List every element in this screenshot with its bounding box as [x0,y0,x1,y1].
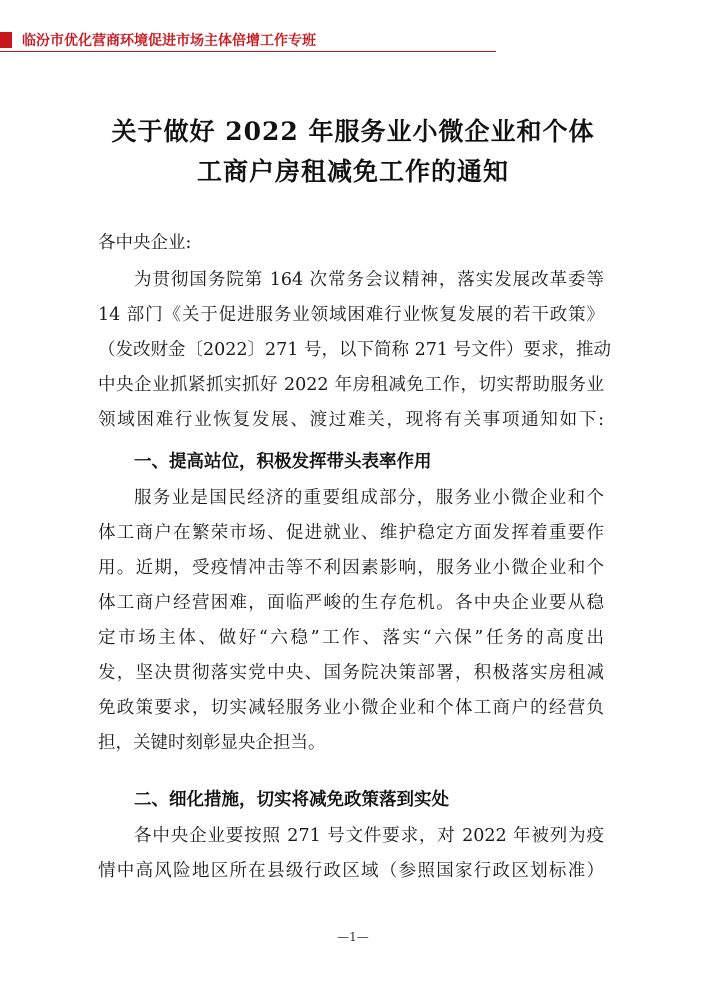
section-2-line: 情中高风险地区所在县级行政区域（参照国家行政区划标准） [98,861,604,881]
header-divider [0,51,496,52]
section-2-heading: 二、细化措施，切实将减免政策落到实处 [134,790,449,810]
section-1-line: 发，坚决贯彻落实党中央、国务院决策部署，积极落实房租减 [98,663,604,683]
document-title-line-1: 关于做好 2022 年服务业小微企业和个体 [111,117,595,146]
intro-line: 中央企业抓紧抓实抓好 2022 年房租减免工作，切实帮助服务业 [98,375,604,395]
section-2-line: 各中央企业要按照 271 号文件要求，对 2022 年被列为疫 [134,826,604,846]
intro-line: 为贯彻国务院第 164 次常务会议精神，落实发展改革委等 [134,270,604,290]
intro-line: 领域困难行业恢复发展、渡过难关，现将有关事项通知如下: [98,410,604,430]
section-1-heading: 一、提高站位，积极发挥带头表率作用 [134,452,432,472]
salutation: 各中央企业: [98,233,192,253]
intro-line: （发改财金〔2022〕271 号，以下简称 271 号文件）要求，推动 [98,340,612,360]
section-1-line: 免政策要求，切实减轻服务业小微企业和个体工商户的经营负 [98,698,604,718]
header-organization: 临汾市优化营商环境促进市场主体倍增工作专班 [22,33,316,49]
section-1-line: 体工商户经营困难，面临严峻的生存危机。各中央企业要从稳 [98,593,604,613]
page-number: —1— [337,930,369,944]
section-1-line: 定市场主体、做好“六稳”工作、落实“六保”任务的高度出 [98,628,604,648]
section-1-line: 服务业是国民经济的重要组成部分，服务业小微企业和个 [134,488,604,508]
section-1-line: 体工商户在繁荣市场、促进就业、维护稳定方面发挥着重要作 [98,523,604,543]
intro-line: 14 部门《关于促进服务业领域困难行业恢复发展的若干政策》 [98,305,604,325]
document-title-line-2: 工商户房租减免工作的通知 [196,157,509,186]
section-1-line: 用。近期，受疫情冲击等不利因素影响，服务业小微企业和个 [98,558,604,578]
header-marker [0,32,12,48]
section-1-line: 担，关键时刻彰显央企担当。 [98,733,326,753]
